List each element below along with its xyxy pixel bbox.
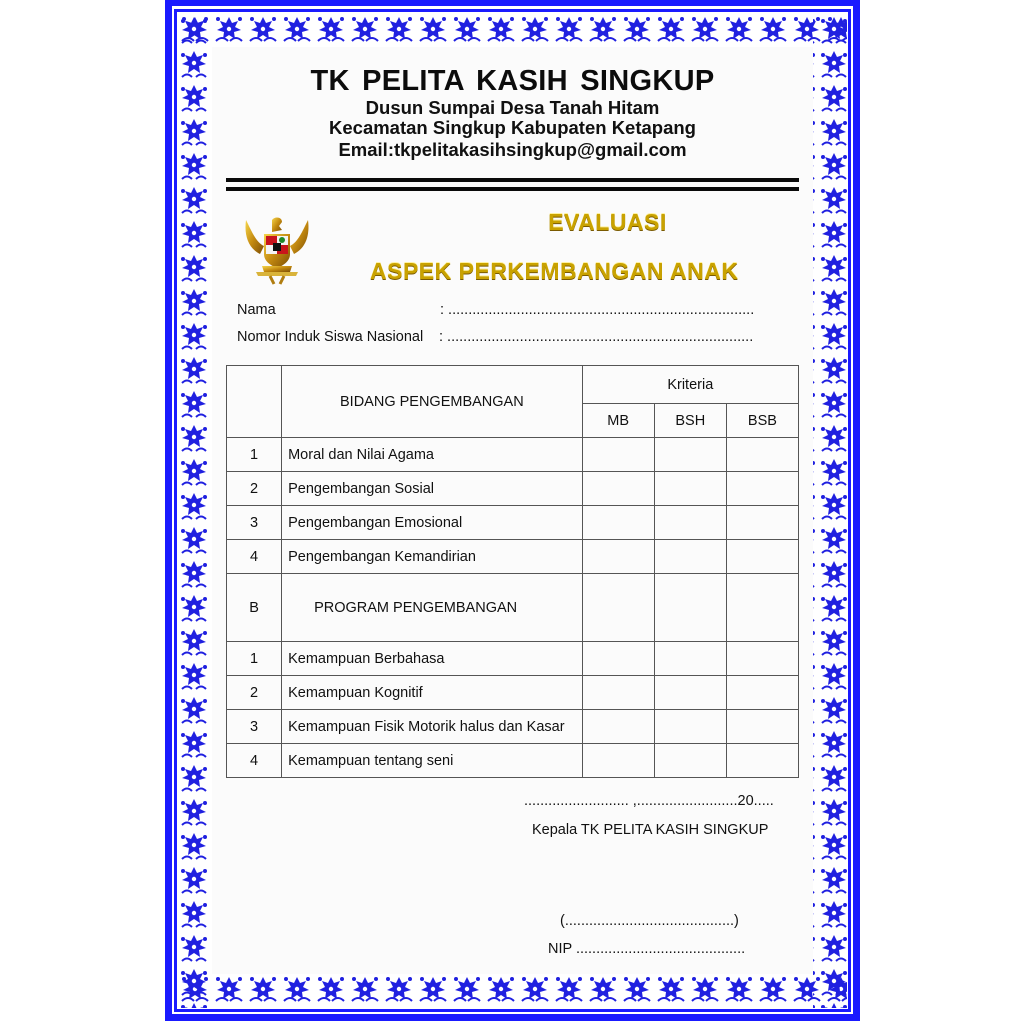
form-content [212,47,813,974]
cell-mb[interactable] [582,438,654,472]
cell-bsh[interactable] [654,642,726,676]
cell-mb[interactable] [582,540,654,574]
field-nisn [237,329,754,345]
cell-bsh[interactable] [654,710,726,744]
header-bsh: BSH [654,404,726,438]
signature-date-line[interactable]: .......................... ,.........................20..... [524,793,774,809]
cell-bsh[interactable] [654,472,726,506]
row-name: Kemampuan tentang seni [282,744,583,778]
row-name: Pengembangan Kemandirian [282,540,583,574]
header-mb: MB [582,404,654,438]
cell-bsh[interactable] [654,438,726,472]
cell-bsh[interactable] [654,540,726,574]
table-row [227,506,799,540]
field-nama-blank[interactable]: : ............................................................................ [440,302,755,318]
cell-bsb[interactable] [726,438,798,472]
row-number: 3 [227,506,282,540]
evaluation-table [226,365,799,778]
row-number: 2 [227,676,282,710]
address-line-2: Kecamatan Singkup Kabupaten Ketapang [329,117,696,138]
row-name: Kemampuan Fisik Motorik halus dan Kasar [282,710,583,744]
cell-bsb[interactable] [726,744,798,778]
signature-role: Kepala TK PELITA KASIH SINGKUP [532,822,769,838]
header-kriteria: Kriteria [582,366,798,404]
cell-mb[interactable] [582,744,654,778]
row-name: Pengembangan Emosional [282,506,583,540]
row-number: 1 [227,642,282,676]
email-line: Email:tkpelitakasihsingkup@gmail.com [338,139,687,160]
row-name: Moral dan Nilai Agama [282,438,583,472]
row-number: 4 [227,540,282,574]
cell-bsb [726,574,798,642]
row-number: 4 [227,744,282,778]
title-evaluasi: EVALUASI [548,209,667,235]
evaluation-form-page [165,0,860,1024]
table-row [227,676,799,710]
row-name: Kemampuan Kognitif [282,676,583,710]
row-number: 3 [227,710,282,744]
row-name: Pengembangan Sosial [282,472,583,506]
cell-bsb[interactable] [726,710,798,744]
cell-bsb[interactable] [726,676,798,710]
table-row [227,710,799,744]
signature-name-line[interactable]: (..........................................) [560,913,739,929]
cell-bsh[interactable] [654,744,726,778]
row-number: 2 [227,472,282,506]
cell-bsb[interactable] [726,472,798,506]
header-bidang: BIDANG PENGEMBANGAN [282,366,583,438]
cell-mb[interactable] [582,506,654,540]
header-bsb: BSB [726,404,798,438]
signature-nip-line[interactable]: NIP .......................................... [548,941,746,957]
cell-mb[interactable] [582,676,654,710]
section-b-name: PROGRAM PENGEMBANGAN [282,574,583,642]
table-row [227,642,799,676]
field-nisn-blank[interactable]: : ............................................................................ [439,329,754,345]
row-name: Kemampuan Berbahasa [282,642,583,676]
table-row [227,540,799,574]
cell-mb[interactable] [582,642,654,676]
header-number-cell [227,366,282,438]
row-number: 1 [227,438,282,472]
cell-bsb[interactable] [726,642,798,676]
field-nisn-label: Nomor Induk Siswa Nasional [237,329,424,345]
header-rule-top [226,178,799,182]
cell-bsb[interactable] [726,506,798,540]
header-rule-bottom [226,187,799,191]
table-row [227,744,799,778]
cell-bsh[interactable] [654,506,726,540]
table-row [227,472,799,506]
address-line-1: Dusun Sumpai Desa Tanah Hitam [365,97,660,118]
field-nama [237,302,755,318]
table-row [227,438,799,472]
field-nama-label: Nama [237,302,276,318]
cell-mb [582,574,654,642]
cell-mb[interactable] [582,472,654,506]
title-aspek-perkembangan: ASPEK PERKEMBANGAN ANAK [370,258,739,284]
cell-bsh [654,574,726,642]
table-header-row-1 [227,366,799,404]
section-b-label: B [227,574,282,642]
school-name: TK PELITA KASIH SINGKUP [310,65,715,97]
cell-bsb[interactable] [726,540,798,574]
section-b-row [227,574,799,642]
cell-mb[interactable] [582,710,654,744]
cell-bsh[interactable] [654,676,726,710]
